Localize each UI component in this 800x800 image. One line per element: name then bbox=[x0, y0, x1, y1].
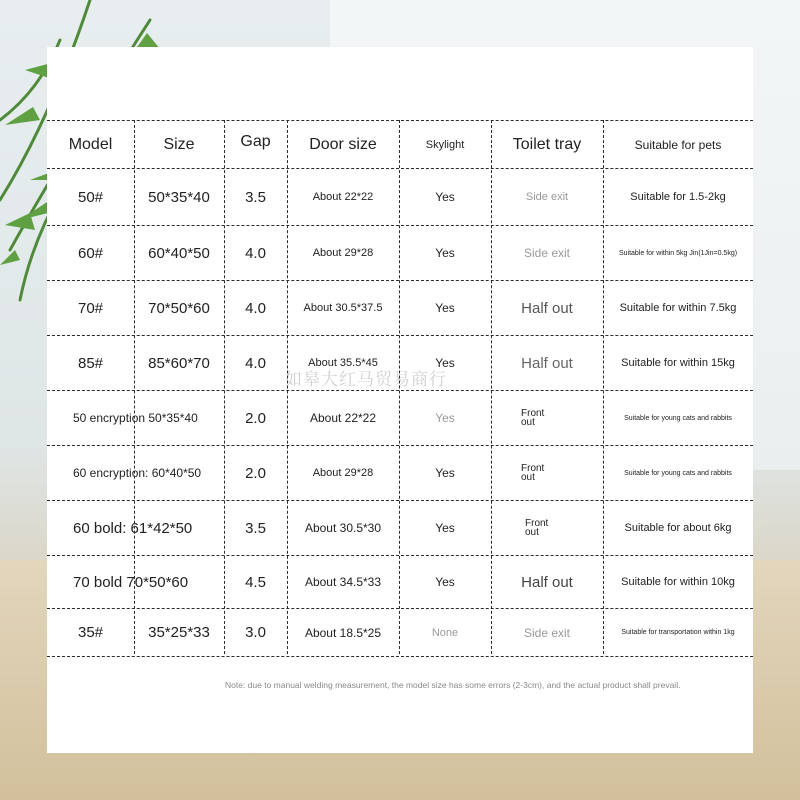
cell-door-size: About 29*28 bbox=[312, 467, 374, 479]
table-row bbox=[47, 390, 753, 445]
cell-skylight: Yes bbox=[435, 575, 455, 589]
watermark: 如皋大红马贸易商行 bbox=[285, 370, 447, 389]
cell-skylight: Yes bbox=[435, 356, 455, 370]
cell-gap: 3.5 bbox=[245, 188, 266, 206]
header-door-size: Door size bbox=[309, 135, 377, 153]
cell-suitable: Suitable for transportation within 1kg bbox=[621, 629, 735, 636]
cell-door-size: About 22*22 bbox=[312, 191, 374, 203]
cell-skylight: Yes bbox=[435, 301, 455, 315]
cell-skylight: Yes bbox=[435, 466, 455, 480]
cell-toilet-tray: Half out bbox=[521, 354, 573, 372]
cell-suitable: Suitable for 1.5-2kg bbox=[630, 191, 726, 203]
cell-model: 60# bbox=[77, 244, 104, 262]
cell-toilet-tray: Front out bbox=[521, 408, 545, 428]
table-row bbox=[47, 225, 753, 280]
cell-size: 50*35*40 bbox=[148, 188, 210, 206]
cell-toilet-tray: Half out bbox=[521, 299, 573, 317]
cell-model: 70# bbox=[77, 299, 104, 317]
column-divider bbox=[287, 120, 288, 654]
table-row bbox=[47, 445, 753, 500]
cell-model: 50# bbox=[77, 188, 104, 206]
header-size: Size bbox=[163, 135, 195, 153]
header-gap: Gap bbox=[240, 133, 271, 150]
cell-toilet-tray: Front out bbox=[521, 463, 545, 483]
cell-size: 35*25*33 bbox=[148, 624, 210, 641]
cell-toilet-tray: Side exit bbox=[525, 191, 569, 203]
header-model: Model bbox=[68, 135, 113, 153]
footnote: Note: due to manual welding measurement, the model size has some errors (2-3cm), and the actual product shall prevail. bbox=[225, 680, 681, 690]
cell-gap: 4.0 bbox=[245, 354, 266, 372]
cell-toilet-tray: Front out bbox=[525, 518, 549, 538]
cell-gap: 4.0 bbox=[245, 244, 266, 262]
cell-gap: 4.5 bbox=[245, 573, 266, 591]
cell-size: 85*60*70 bbox=[148, 354, 210, 372]
column-divider bbox=[224, 120, 225, 654]
cell-size: 70*50*60 bbox=[148, 299, 210, 317]
table-row bbox=[47, 555, 753, 608]
column-divider bbox=[491, 120, 492, 654]
cell-door-size: About 18.5*25 bbox=[304, 625, 382, 640]
table-row bbox=[47, 608, 753, 657]
cell-suitable: Suitable for young cats and rabbits bbox=[624, 469, 732, 477]
cell-suitable: Suitable for young cats and rabbits bbox=[624, 414, 732, 422]
cell-gap: 2.0 bbox=[245, 464, 266, 482]
cell-suitable: Suitable for about 6kg bbox=[624, 522, 732, 534]
cell-model-size: 60 bold: 61*42*50 bbox=[73, 519, 193, 537]
cell-skylight: None bbox=[431, 626, 459, 639]
cell-door-size: About 30.5*37.5 bbox=[303, 302, 383, 314]
table-row bbox=[47, 168, 753, 225]
cell-door-size: About 22*22 bbox=[309, 411, 377, 425]
table-header-row bbox=[47, 120, 753, 168]
column-divider bbox=[603, 120, 604, 654]
cell-suitable: Suitable for within 10kg bbox=[621, 576, 735, 588]
cell-skylight: Yes bbox=[435, 246, 455, 260]
cell-model-size: 60 encryption: 60*40*50 bbox=[73, 466, 202, 480]
cell-suitable: Suitable for within 7.5kg bbox=[619, 302, 737, 314]
spec-table-card bbox=[47, 47, 753, 753]
cell-suitable: Suitable for within 5kg Jin(1Jin=0.5kg) bbox=[618, 249, 738, 257]
cell-door-size: About 30.5*30 bbox=[304, 521, 382, 535]
cell-suitable: Suitable for within 15kg bbox=[621, 357, 735, 369]
cell-model-size: 50 encryption 50*35*40 bbox=[73, 411, 198, 425]
cell-door-size: About 29*28 bbox=[312, 247, 374, 259]
cell-toilet-tray: Side exit bbox=[523, 246, 571, 260]
table-row bbox=[47, 280, 753, 335]
cell-gap: 3.0 bbox=[245, 624, 266, 641]
cell-gap: 2.0 bbox=[245, 409, 266, 427]
spec-table bbox=[47, 120, 753, 657]
cell-model: 35# bbox=[77, 624, 104, 641]
cell-skylight: Yes bbox=[435, 521, 455, 535]
cell-toilet-tray: Half out bbox=[521, 573, 573, 591]
cell-skylight: Yes bbox=[435, 190, 455, 204]
table-row bbox=[47, 500, 753, 555]
column-divider bbox=[399, 120, 400, 654]
cell-gap: 4.0 bbox=[245, 299, 266, 317]
cell-door-size: About 34.5*33 bbox=[304, 575, 382, 589]
cell-toilet-tray: Side exit bbox=[523, 625, 571, 640]
cell-gap: 3.5 bbox=[245, 519, 266, 537]
column-divider bbox=[134, 120, 135, 654]
header-toilet-tray: Toilet tray bbox=[512, 135, 582, 153]
header-skylight: Skylight bbox=[425, 138, 465, 151]
cell-skylight: Yes bbox=[435, 411, 455, 425]
cell-model: 85# bbox=[77, 354, 104, 372]
table-row bbox=[47, 335, 753, 390]
header-suitable-for-pets: Suitable for pets bbox=[634, 137, 722, 152]
cell-model-size: 70 bold 70*50*60 bbox=[73, 573, 189, 591]
cell-size: 60*40*50 bbox=[148, 244, 210, 262]
cell-door-size: About 35.5*45 bbox=[308, 357, 378, 369]
